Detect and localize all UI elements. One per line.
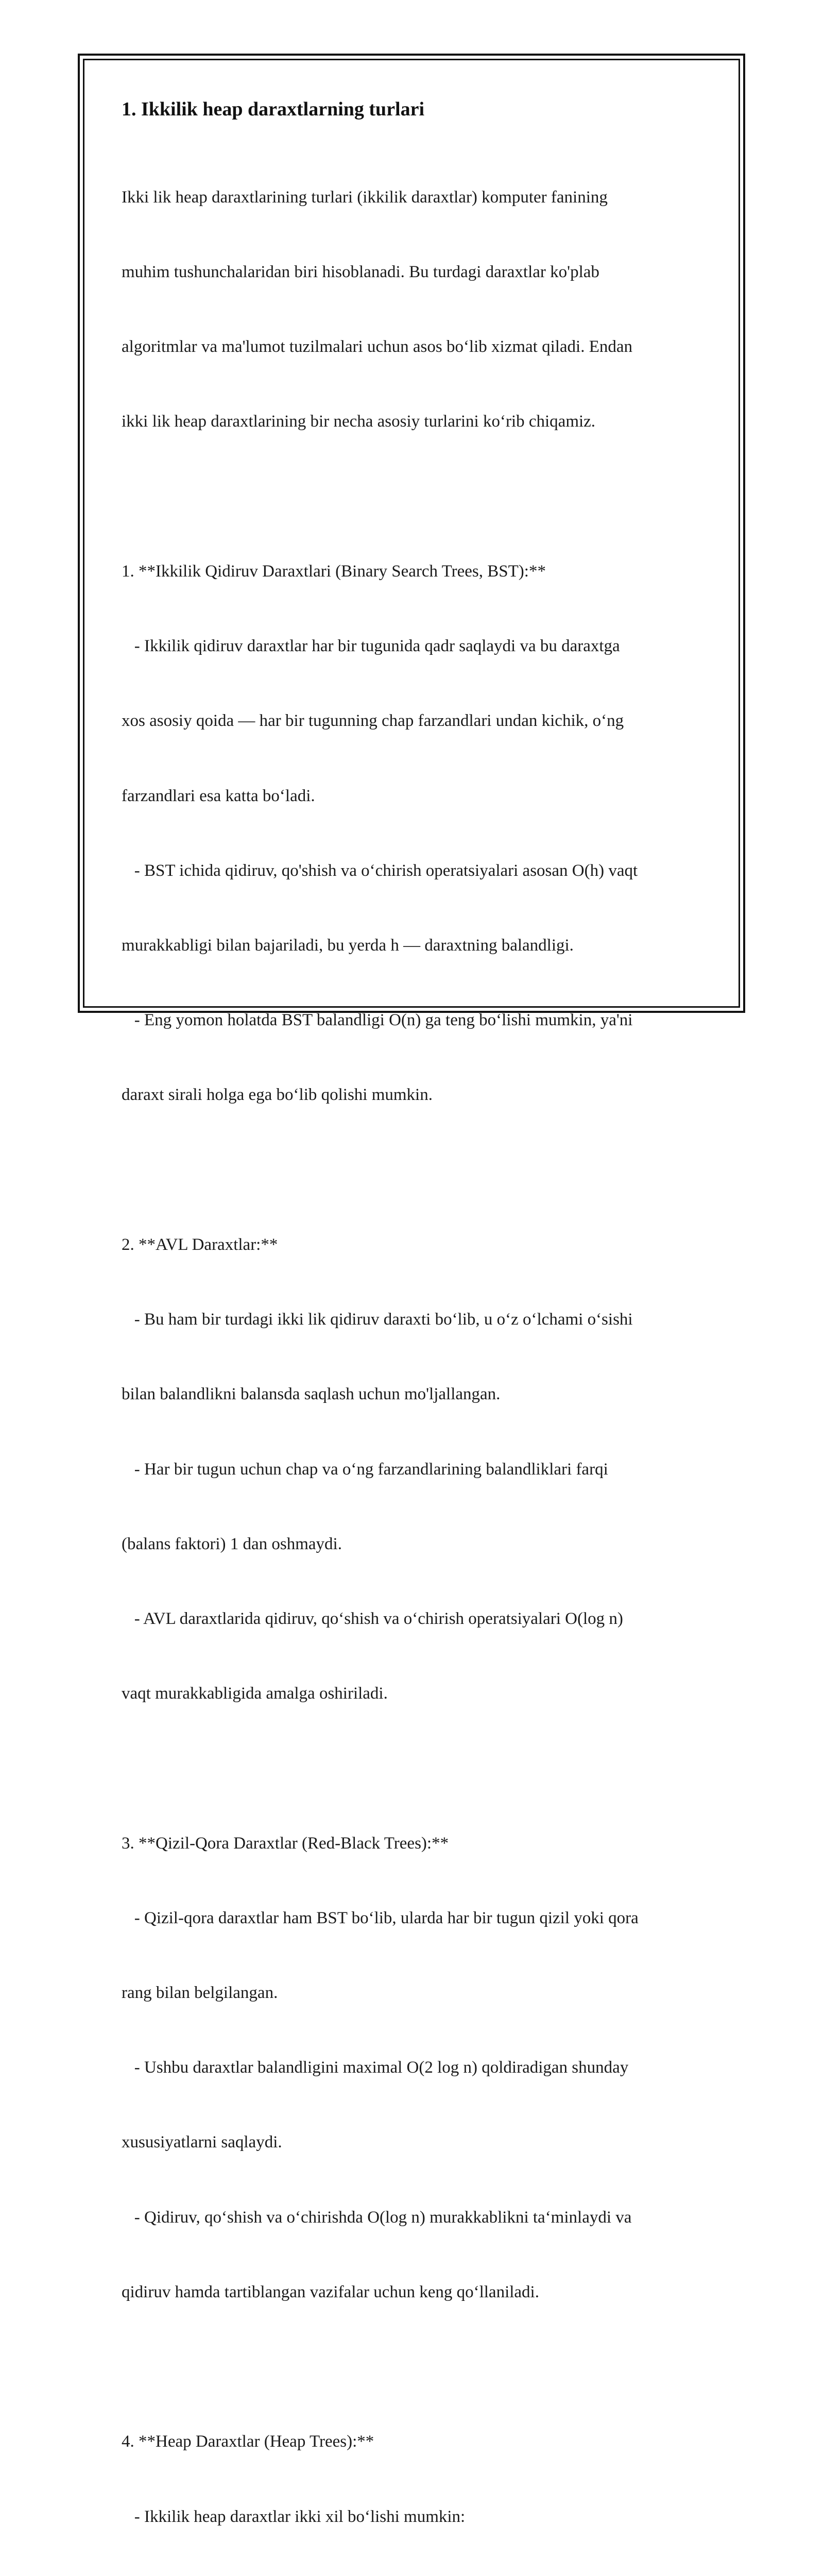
paragraph-gap <box>122 2354 703 2379</box>
section-line: - Har bir tugun uchun chap va oʻng farzandlarining balandliklari farqi <box>122 1457 703 1482</box>
section-line: - Ikkilik heap daraxtlar ikki xil boʻlishi mumkin: <box>122 2504 703 2529</box>
section-line: - Ikkilik qidiruv daraxtlar har bir tugunida qadr saqlaydi va bu daraxtga <box>122 634 703 658</box>
section-line: - AVL daraxtlarida qidiruv, qoʻshish va oʻchirish operatsiyalari O(log n) <box>122 1606 703 1631</box>
section-avl <box>122 1182 703 1756</box>
section-line: - Bu ham bir turdagi ikki lik qidiruv daraxti boʻlib, u oʻz oʻlchami oʻsishi <box>122 1307 703 1332</box>
intro-line: algoritmlar va ma'lumot tuzilmalari uchun asos boʻlib xizmat qiladi. Endan <box>122 334 703 359</box>
section-title: 1. **Ikkilik Qidiruv Daraxtlari (Binary Search Trees, BST):** <box>122 559 703 584</box>
section-heading: 1. Ikkilik heap daraxtlarning turlari <box>122 96 703 123</box>
section-line: - Qizil-qora daraxtlar ham BST boʻlib, ularda har bir tugun qizil yoki qora <box>122 1906 703 1930</box>
document-body <box>122 96 703 2576</box>
section-line: - BST ichida qidiruv, qo'shish va oʻchirish operatsiyalari asosan O(h) vaqt <box>122 858 703 883</box>
section-line: murakkabligi bilan bajariladi, bu yerda h — daraxtning balandligi. <box>122 933 703 958</box>
section-line: vaqt murakkabligida amalga oshiriladi. <box>122 1681 703 1706</box>
section-line: - Ushbu daraxtlar balandligini maximal O(2 log n) qoldiradigan shunday <box>122 2055 703 2080</box>
section-title: 3. **Qizil-Qora Daraxtlar (Red-Black Trees):** <box>122 1831 703 1856</box>
section-red-black <box>122 1781 703 2354</box>
section-line: bilan balandlikni balansda saqlash uchun mo'ljallangan. <box>122 1382 703 1406</box>
section-line: daraxt sirali holga ega boʻlib qolishi mumkin. <box>122 1082 703 1107</box>
section-line: xususiyatlarni saqlaydi. <box>122 2130 703 2155</box>
paragraph-gap <box>122 1756 703 1781</box>
section-line: qidiruv hamda tartiblangan vazifalar uchun keng qoʻllaniladi. <box>122 2280 703 2304</box>
section-heap <box>122 2380 703 2576</box>
section-title: 4. **Heap Daraxtlar (Heap Trees):** <box>122 2429 703 2454</box>
paragraph-gap <box>122 484 703 509</box>
section-title: 2. **AVL Daraxtlar:** <box>122 1232 703 1257</box>
section-line: - Eng yomon holatda BST balandligi O(n) ga teng boʻlishi mumkin, ya'ni <box>122 1008 703 1032</box>
section-line: rang bilan belgilangan. <box>122 1980 703 2005</box>
section-line: farzandlari esa katta boʻladi. <box>122 784 703 808</box>
paragraph-gap <box>122 1158 703 1182</box>
intro-paragraph <box>122 135 703 484</box>
section-line: - Qidiruv, qoʻshish va oʻchirishda O(log n) murakkablikni taʻminlaydi va <box>122 2205 703 2230</box>
intro-line: Ikki lik heap daraxtlarining turlari (ikkilik daraxtlar) komputer fanining <box>122 185 703 210</box>
intro-line: ikki lik heap daraxtlarining bir necha asosiy turlarini koʻrib chiqamiz. <box>122 409 703 434</box>
section-line: xos asosiy qoida — har bir tugunning chap farzandlari undan kichik, oʻng <box>122 708 703 733</box>
section-line: (balans faktori) 1 dan oshmaydi. <box>122 1532 703 1556</box>
intro-line: muhim tushunchalaridan biri hisoblanadi. Bu turdagi daraxtlar ko'plab <box>122 260 703 284</box>
section-bst <box>122 509 703 1158</box>
